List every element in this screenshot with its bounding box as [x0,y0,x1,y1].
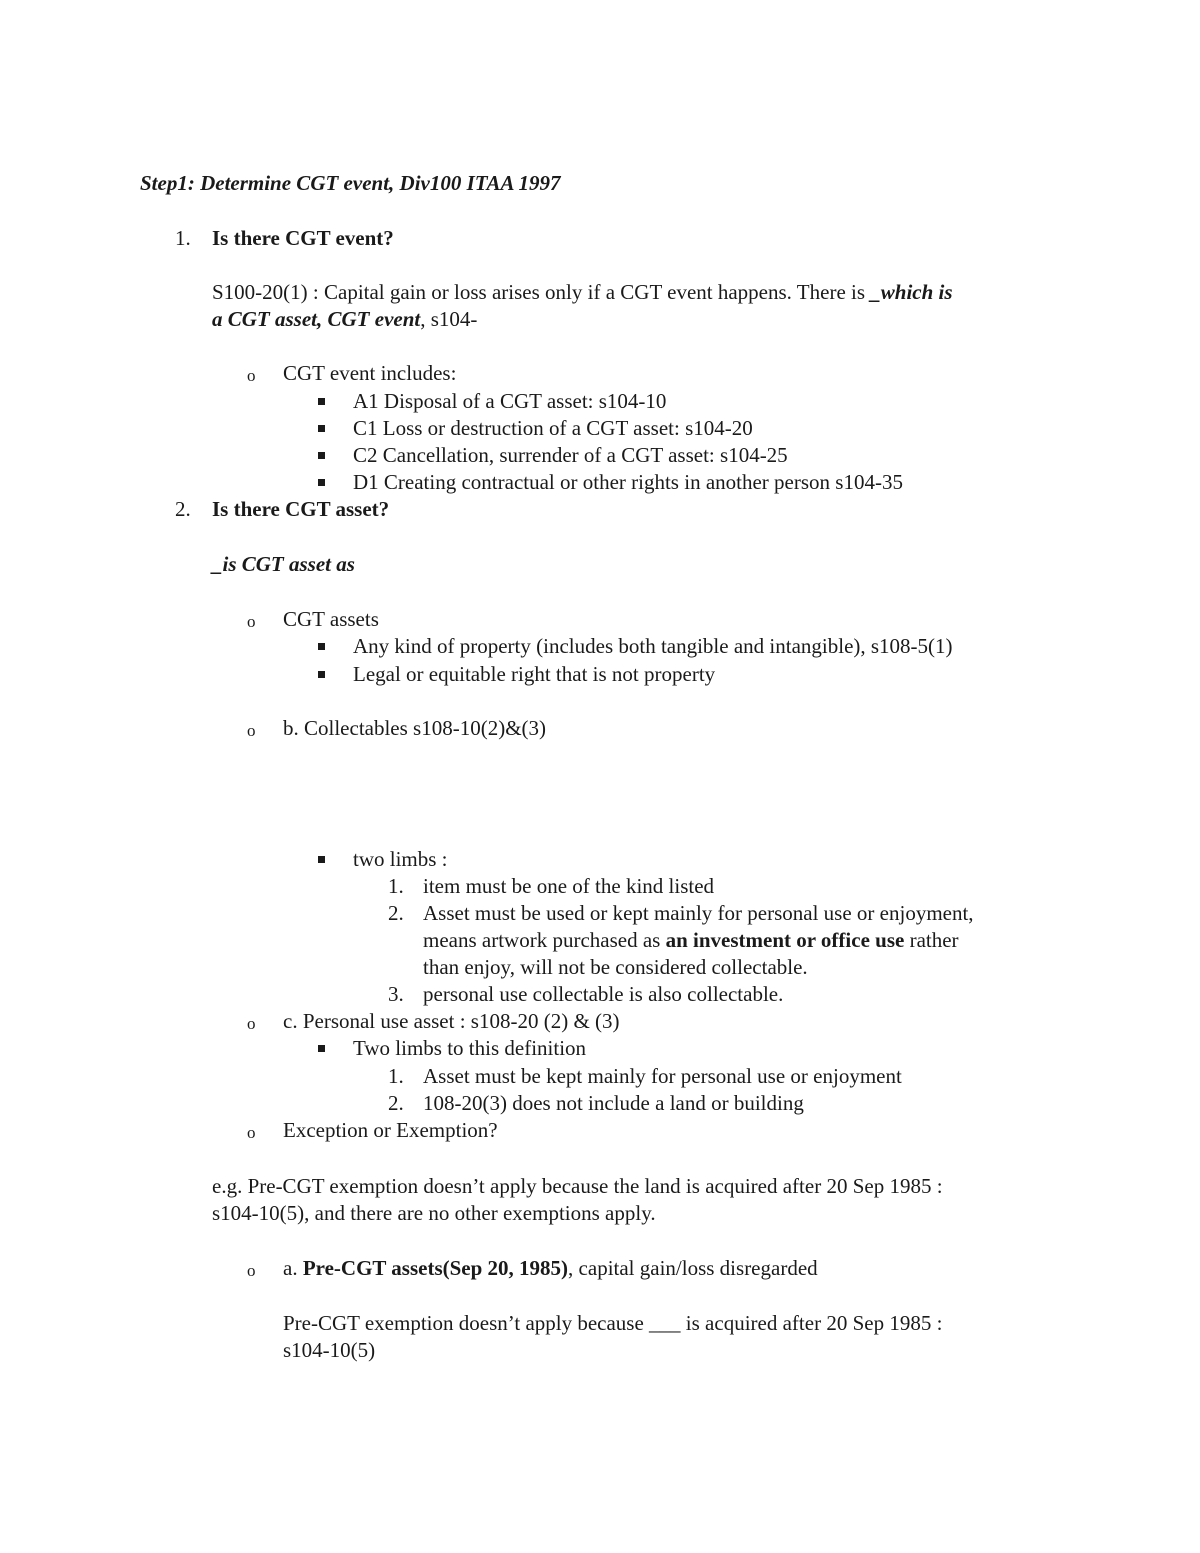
precgt-line [283,1255,818,1282]
q1-intro-line1 [212,279,953,306]
example-line1: e.g. Pre-CGT exemption doesn’t apply because the land is acquired after 20 Sep 1985 : [212,1174,943,1198]
personal-use-label: c. Personal use asset : s108-20 (2) & (3) [283,1009,620,1033]
q1-intro-ref: , s104- [420,307,478,331]
cgt-event-item: C2 Cancellation, surrender of a CGT asset: s104-25 [353,443,788,467]
circle-bullet: o [247,1014,256,1033]
cgt-assets-label: CGT assets [283,607,379,631]
q1-intro-emphasis: a CGT asset, CGT event [212,307,421,331]
q2-heading: Is there CGT asset? [212,497,390,521]
square-bullet [318,452,325,459]
precgt-suffix: , capital gain/loss disregarded [568,1256,818,1280]
limb-text: means artwork purchased as [423,928,666,952]
precgt-explain-line1: Pre-CGT exemption doesn’t apply because ___ is acquired after 20 Sep 1985 : [283,1311,943,1335]
cgt-event-item: D1 Creating contractual or other rights in another person s104-35 [353,470,903,494]
square-bullet [318,856,325,863]
q2-number: 2. [175,497,191,521]
cgt-asset-item: Any kind of property (includes both tangible and intangible), s108-5(1) [353,634,953,658]
example-line2: s104-10(5), and there are no other exemptions apply. [212,1201,656,1225]
limb-number: 1. [388,1064,404,1088]
limb-text: Asset must be kept mainly for personal use or enjoyment [423,1064,902,1088]
limb-text: item must be one of the kind listed [423,874,715,898]
exception-label: Exception or Exemption? [283,1118,498,1142]
limb-number: 2. [388,901,404,925]
square-bullet [318,643,325,650]
limb-emphasis: an investment or office use [665,928,905,952]
square-bullet [318,671,325,678]
cgt-asset-item: Legal or equitable right that is not property [353,662,716,686]
limb-number: 3. [388,982,404,1006]
circle-bullet: o [247,1261,256,1280]
personal-limbs-label: Two limbs to this definition [353,1036,587,1060]
square-bullet [318,479,325,486]
circle-bullet: o [247,1123,256,1142]
cgt-asset-as: _is CGT asset as [212,552,355,576]
limb-text: Asset must be used or kept mainly for personal use or enjoyment, [423,901,974,925]
limb-text: than enjoy, will not be considered collectable. [423,955,808,979]
document-title: Step1: Determine CGT event, Div100 ITAA 1997 [140,171,561,195]
collectables-label: b. Collectables s108-10(2)&(3) [283,716,547,740]
circle-bullet: o [247,721,256,740]
limbs-label: two limbs : [353,847,448,871]
q1-intro-line2 [212,306,477,333]
limb-text: 108-20(3) does not include a land or building [423,1091,804,1115]
cgt-event-item: C1 Loss or destruction of a CGT asset: s104-20 [353,416,753,440]
limb-text: rather [904,928,959,952]
q1-intro-text: S100-20(1) : Capital gain or loss arises only if a CGT event happens. There is [212,280,871,304]
square-bullet [318,1045,325,1052]
limb-text: personal use collectable is also collectable. [423,982,784,1006]
precgt-prefix: a. [283,1256,303,1280]
circle-bullet: o [247,366,256,385]
circle-bullet: o [247,612,256,631]
q1-heading: Is there CGT event? [212,226,394,250]
cgt-event-item: A1 Disposal of a CGT asset: s104-10 [353,389,667,413]
limb-text-line2 [423,927,959,954]
q1-number: 1. [175,226,191,250]
precgt-emphasis: Pre-CGT assets(Sep 20, 1985) [302,1256,569,1280]
cgt-events-label: CGT event includes: [283,361,457,385]
limb-number: 2. [388,1091,404,1115]
limb-number: 1. [388,874,404,898]
q1-intro-blank: _which is [870,280,953,304]
precgt-explain-line2: s104-10(5) [283,1338,376,1362]
square-bullet [318,425,325,432]
square-bullet [318,398,325,405]
